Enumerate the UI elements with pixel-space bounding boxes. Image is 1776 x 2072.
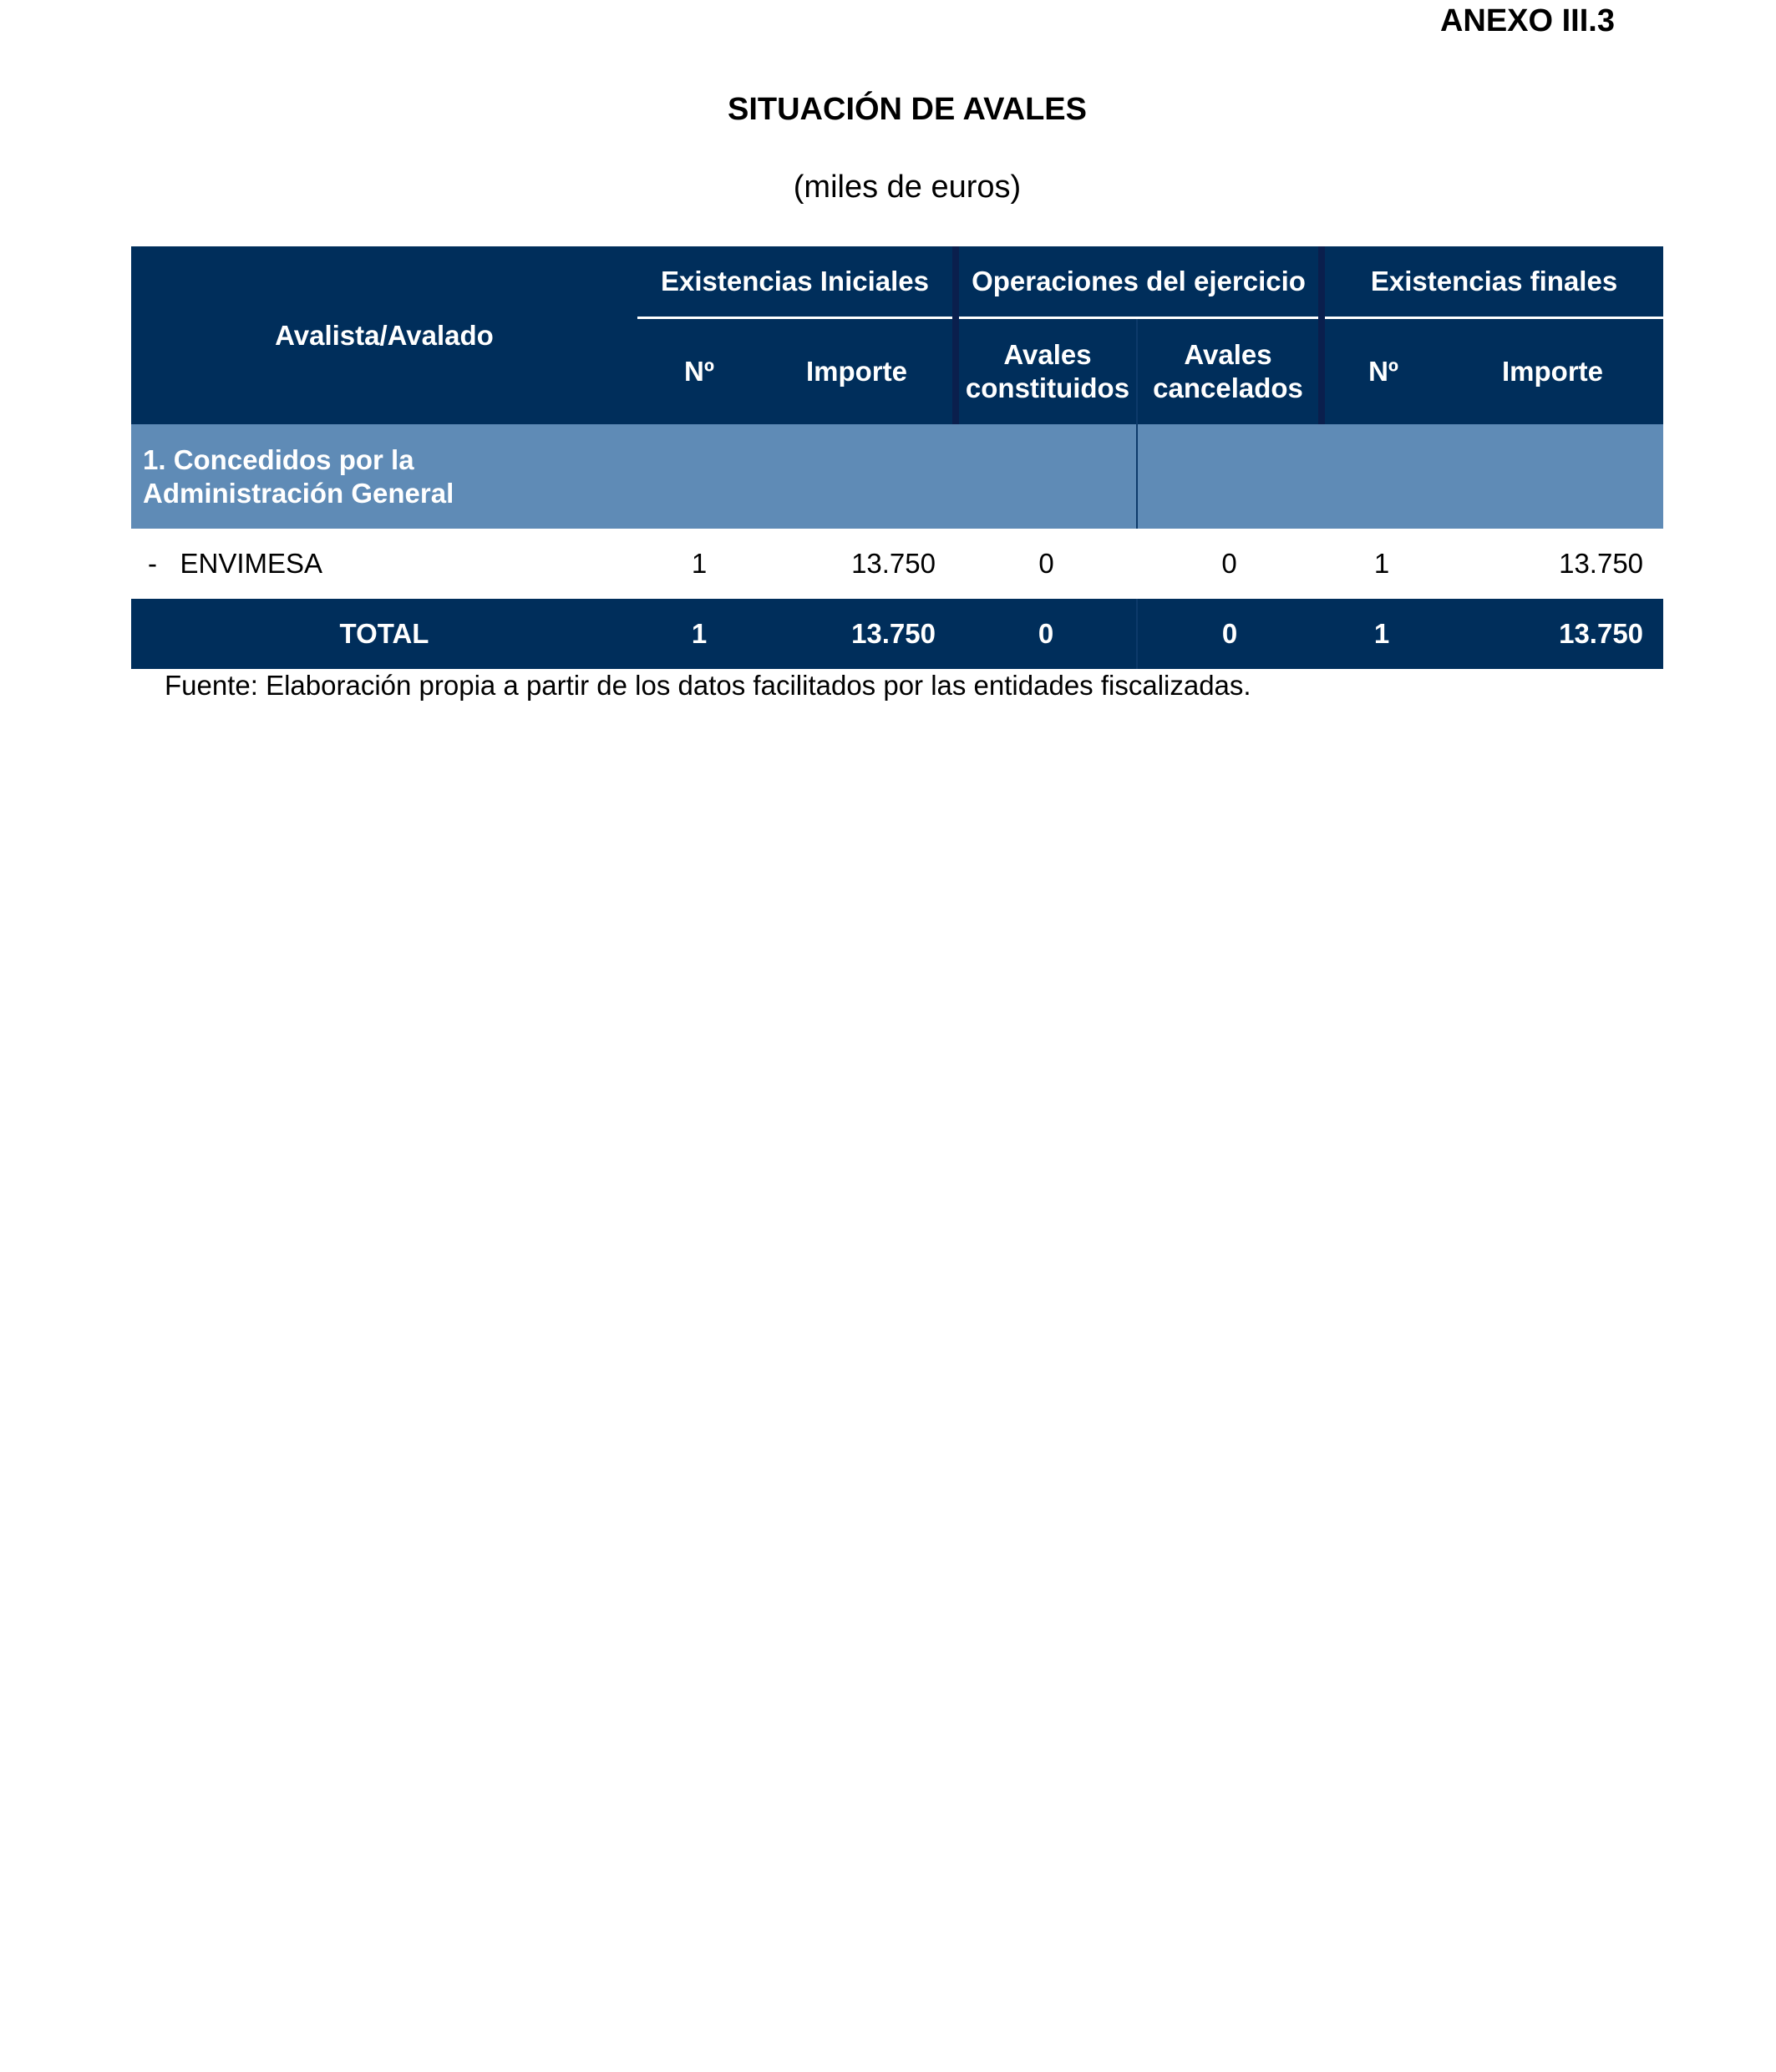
group-header-operaciones: Operaciones del ejercicio [956,246,1322,318]
total-importe-finales: 13.750 [1442,599,1663,669]
cell-avales-cancelados: 0 [1221,548,1237,579]
col-header-avales-cancelados-line2: cancelados [1153,372,1303,403]
page-subtitle: (miles de euros) [793,170,1022,205]
cell-n-iniciales: 1 [691,548,708,579]
section-row-administracion-general [131,424,1663,529]
col-header-avales-constituidos-line2: constituidos [965,372,1130,403]
total-importe-iniciales: 13.750 [761,599,956,669]
table-row [131,529,1663,599]
avales-table [131,246,1663,669]
section-label [131,424,637,529]
cell-n-finales: 1 [1373,548,1390,579]
page-title: SITUACIÓN DE AVALES [728,92,1087,127]
section-label-line2: Administración General [143,477,454,509]
col-header-avales-constituidos-line1: Avales [1003,339,1092,370]
group-header-iniciales: Existencias Iniciales [637,246,956,318]
total-n-finales: 1 [1322,599,1442,669]
col-header-avales-constituidos [956,318,1137,425]
cell-importe-iniciales: 13.750 [851,548,936,579]
row-label-envimesa: - ENVIMESA [148,548,323,579]
cell-avales-constituidos: 0 [1038,548,1054,579]
source-note: Fuente: Elaboración propia a partir de los datos facilitados por las entidades fiscalizadas. [165,670,1251,701]
header-row-groups [131,246,1663,318]
col-header-importe-iniciales: Importe [761,318,956,425]
col-header-avales-cancelados [1137,318,1322,425]
total-avales-cancelados: 0 [1137,599,1322,669]
col-header-n-finales: Nº [1322,318,1442,425]
col-header-importe-finales: Importe [1442,318,1663,425]
cell-importe-finales: 13.750 [1559,548,1644,579]
total-avales-constituidos: 0 [956,599,1137,669]
group-header-finales: Existencias finales [1322,246,1663,318]
total-row [131,599,1663,669]
col-header-n-iniciales: Nº [637,318,761,425]
total-n-iniciales: 1 [637,599,761,669]
total-label: TOTAL [131,599,637,669]
col-header-avalista: Avalista/Avalado [131,246,637,424]
col-header-avales-cancelados-line1: Avales [1184,339,1272,370]
section-label-line1: 1. Concedidos por la [143,443,414,475]
annex-label: ANEXO III.3 [1439,3,1615,38]
